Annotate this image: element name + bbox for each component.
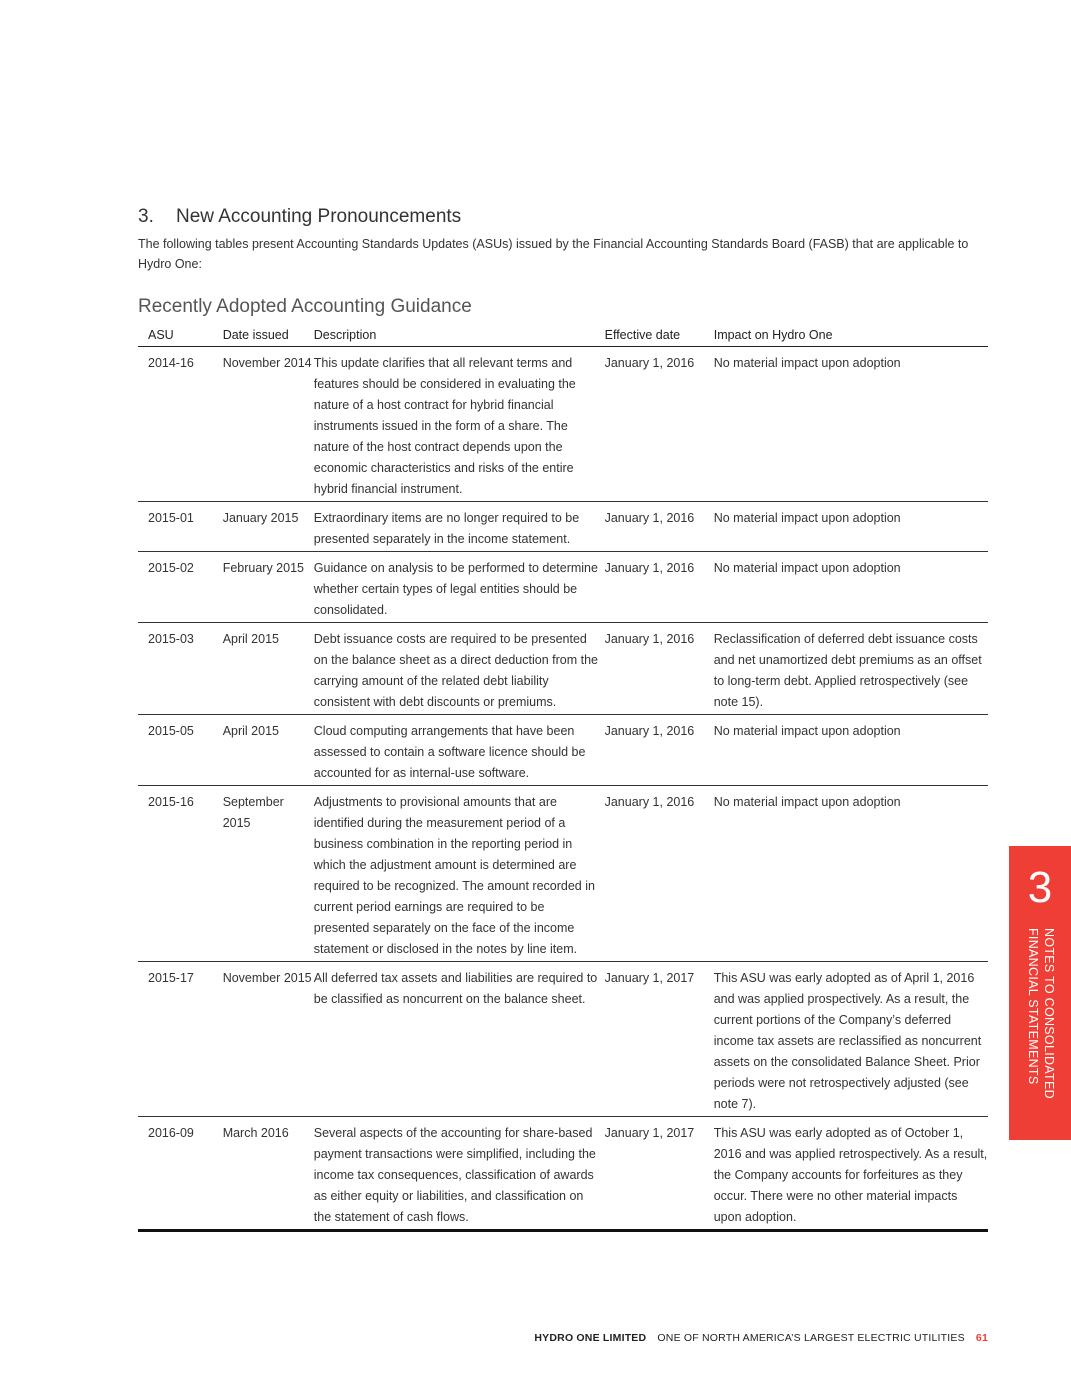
cell-asu: 2015-02 [138, 552, 223, 623]
cell-description: Adjustments to provisional amounts that are identified during the measurement period of a business combination in the reporting period in which the adjustment amount is determined are required to be recognized. The amount recorded in current period earnings are required to be presented separately on the face of the income statement or disclosed in the notes by line item. [314, 786, 605, 962]
cell-asu: 2016-09 [138, 1117, 223, 1231]
cell-asu: 2014-16 [138, 347, 223, 502]
table-row [138, 715, 988, 786]
table-row [138, 1117, 988, 1231]
cell-impact: Reclassification of deferred debt issuance costs and net unamortized debt premiums as an offset to long-term debt. Applied retrospectively (see note 15). [714, 623, 988, 715]
cell-effective-date: January 1, 2016 [605, 786, 714, 962]
footer-tagline: ONE OF NORTH AMERICA’S LARGEST ELECTRIC UTILITIES [657, 1332, 965, 1344]
cell-effective-date: January 1, 2017 [605, 1117, 714, 1231]
cell-description: Cloud computing arrangements that have been assessed to contain a software licence should be accounted for as internal-use software. [314, 715, 605, 786]
cell-description: Guidance on analysis to be performed to determine whether certain types of legal entities should be consolidated. [314, 552, 605, 623]
asu-table [138, 324, 988, 1232]
cell-asu: 2015-01 [138, 502, 223, 552]
cell-asu: 2015-16 [138, 786, 223, 962]
cell-description: This update clarifies that all relevant terms and features should be considered in evaluating the nature of a host contract for hybrid financial instruments issued in the form of a share. The nature of the host contract depends upon the economic characteristics and risks of the entire hybrid financial instrument. [314, 347, 605, 502]
cell-effective-date: January 1, 2016 [605, 347, 714, 502]
section-intro: The following tables present Accounting Standards Updates (ASUs) issued by the Financial Accounting Standards Board (FASB) that are applicable to Hydro One: [138, 237, 969, 271]
section-side-tab [1009, 846, 1071, 1140]
cell-asu: 2015-05 [138, 715, 223, 786]
table-row [138, 347, 988, 502]
section-title-text: New Accounting Pronouncements [176, 206, 462, 227]
cell-date-issued: November 2015 [223, 962, 314, 1117]
table-row [138, 962, 988, 1117]
table-row [138, 623, 988, 715]
cell-impact: No material impact upon adoption [714, 502, 988, 552]
cell-asu: 2015-03 [138, 623, 223, 715]
section-number: 3. [138, 206, 154, 227]
cell-effective-date: January 1, 2016 [605, 715, 714, 786]
cell-impact: This ASU was early adopted as of October 1, 2016 and was applied retrospectively. As a result, the Company accounts for forfeitures as they occur. There were no other material impacts upon adoption. [714, 1117, 988, 1231]
cell-impact: No material impact upon adoption [714, 786, 988, 962]
subsection-title: Recently Adopted Accounting Guidance [138, 296, 472, 317]
header-asu: ASU [138, 324, 223, 347]
table-row [138, 786, 988, 962]
cell-effective-date: January 1, 2016 [605, 552, 714, 623]
side-tab-line-2: FINANCIAL STATEMENTS [1026, 928, 1040, 1085]
section-title [138, 206, 988, 228]
table-row [138, 552, 988, 623]
cell-date-issued: January 2015 [223, 502, 314, 552]
table-header-row [138, 324, 988, 347]
cell-date-issued: March 2016 [223, 1117, 314, 1231]
cell-effective-date: January 1, 2016 [605, 502, 714, 552]
cell-description: Several aspects of the accounting for share-based payment transactions were simplified, including the income tax consequences, classification of awards as either equity or liabilities, and classification on the statement of cash flows. [314, 1117, 605, 1231]
cell-impact: No material impact upon adoption [714, 715, 988, 786]
side-tab-line-1: NOTES TO CONSOLIDATED [1042, 928, 1056, 1099]
side-tab-label [1023, 928, 1057, 1128]
footer-brand: HYDRO ONE LIMITED [534, 1332, 647, 1344]
cell-description: Debt issuance costs are required to be presented on the balance sheet as a direct deduction from the carrying amount of the related debt liability consistent with debt discounts or premiums. [314, 623, 605, 715]
header-date-issued: Date issued [223, 324, 314, 347]
table-row [138, 502, 988, 552]
page-content [138, 206, 988, 1232]
cell-impact: No material impact upon adoption [714, 552, 988, 623]
cell-description: All deferred tax assets and liabilities are required to be classified as noncurrent on the balance sheet. [314, 962, 605, 1117]
cell-asu: 2015-17 [138, 962, 223, 1117]
cell-description: Extraordinary items are no longer required to be presented separately in the income statement. [314, 502, 605, 552]
cell-date-issued: April 2015 [223, 623, 314, 715]
cell-date-issued: November 2014 [223, 347, 314, 502]
cell-date-issued: April 2015 [223, 715, 314, 786]
side-tab-number: 3 [1027, 863, 1053, 912]
cell-date-issued: September 2015 [223, 786, 314, 962]
header-description: Description [314, 324, 605, 347]
cell-date-issued: February 2015 [223, 552, 314, 623]
cell-impact: This ASU was early adopted as of April 1, 2016 and was applied prospectively. As a result, the current portions of the Company’s deferred income tax assets are reclassified as noncurrent assets on the consolidated Balance Sheet. Prior periods were not retrospectively adjusted (see note 7). [714, 962, 988, 1117]
header-effective-date: Effective date [605, 324, 714, 347]
page-footer [534, 1332, 988, 1344]
header-impact: Impact on Hydro One [714, 324, 988, 347]
page-number: 61 [975, 1332, 988, 1344]
cell-effective-date: January 1, 2016 [605, 623, 714, 715]
cell-effective-date: January 1, 2017 [605, 962, 714, 1117]
cell-impact: No material impact upon adoption [714, 347, 988, 502]
